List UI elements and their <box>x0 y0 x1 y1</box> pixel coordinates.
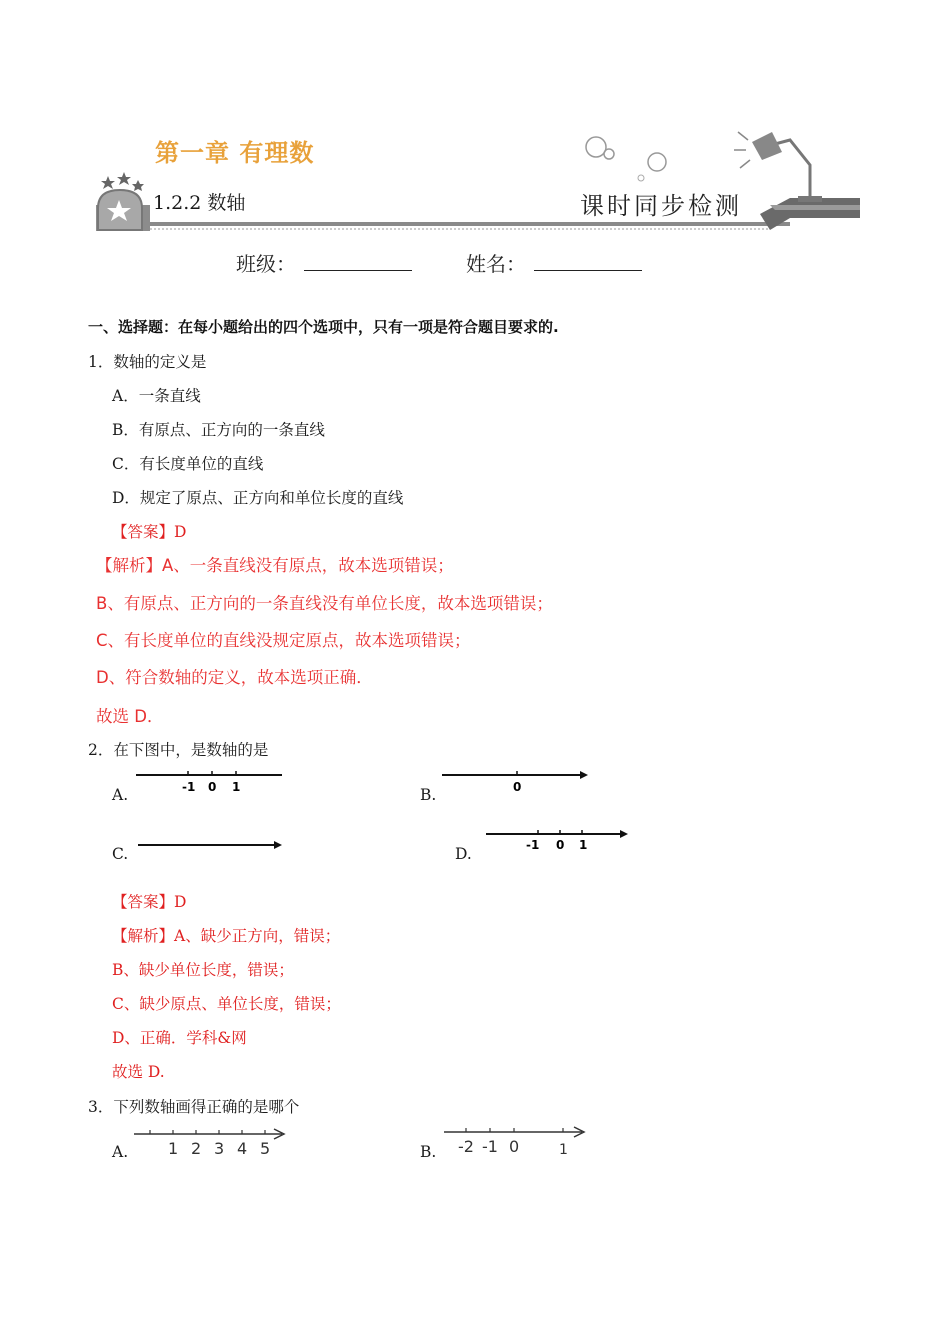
q3-stem: 3．下列数轴画得正确的是哪个 <box>88 1098 300 1116</box>
tick-label: 2 <box>191 1139 202 1158</box>
tick-label: 1 <box>232 780 241 794</box>
class-blank[interactable] <box>304 253 412 271</box>
tick-label: 3 <box>214 1139 225 1158</box>
q2-number-line-b <box>442 766 592 796</box>
tick-label: 0 <box>513 780 522 794</box>
q1-option-c: C．有长度单位的直线 <box>112 455 264 473</box>
q2-option-b-label: B. <box>420 786 437 804</box>
q2-option-c-label: C. <box>112 845 129 863</box>
q1-analysis-line: D、符合数轴的定义，故本选项正确． <box>96 668 373 687</box>
q1-option-d: D．规定了原点、正方向和单位长度的直线 <box>112 489 404 507</box>
q2-analysis-line: 故选 D. <box>112 1063 165 1081</box>
tick-label: 1 <box>559 1142 568 1158</box>
q2-analysis-line: 【解析】A、缺少正方向，错误； <box>112 927 341 945</box>
q2-answer: 【答案】D <box>112 893 187 911</box>
tick-label: 0 <box>208 780 217 794</box>
tick-label: -1 <box>526 838 540 852</box>
q1-stem: 1．数轴的定义是 <box>88 353 207 371</box>
tick-label: 1 <box>579 838 588 852</box>
class-field <box>236 248 412 277</box>
section-title: 1.2.2 数轴 <box>153 192 246 214</box>
name-field <box>466 248 642 277</box>
q2-stem: 2．在下图中，是数轴的是 <box>88 741 269 759</box>
tick-label: 0 <box>556 838 565 852</box>
bubbles-decoration <box>586 137 666 181</box>
q1-analysis-line: C、有长度单位的直线没规定原点，故本选项错误； <box>96 631 471 650</box>
tick-label: 0 <box>509 1137 520 1156</box>
q1-analysis-line: 【解析】A、一条直线没有原点，故本选项错误； <box>96 556 454 575</box>
q1-option-b: B．有原点、正方向的一条直线 <box>112 421 325 439</box>
q2-analysis-line: D、正确．学科&网 <box>112 1029 247 1047</box>
star-badge-icon <box>96 172 150 231</box>
tick-label: -1 <box>182 780 196 794</box>
name-label: 姓名： <box>466 252 526 276</box>
banner-title: 课时同步检测 <box>580 192 742 220</box>
q3-number-line-b <box>444 1122 594 1158</box>
section-heading: 一、选择题：在每小题给出的四个选项中，只有一项是符合题目要求的. <box>88 318 559 336</box>
tick-label: 5 <box>260 1139 271 1158</box>
q3-number-line-a <box>134 1124 294 1160</box>
tick-label: -2 <box>458 1137 474 1156</box>
tick-label: 4 <box>237 1139 248 1158</box>
name-blank[interactable] <box>534 253 642 271</box>
q1-analysis-line: 故选 D． <box>96 707 164 726</box>
q2-number-line-d <box>486 825 636 855</box>
q1-answer: 【答案】D <box>112 523 187 541</box>
q3-option-a-label: A. <box>112 1143 129 1161</box>
q2-option-a-label: A. <box>112 786 129 804</box>
desk-lamp-icon <box>734 132 822 202</box>
q2-option-d-label: D. <box>455 845 472 863</box>
chapter-title: 第一章 有理数 <box>155 139 315 167</box>
q2-analysis-line: B、缺少单位长度，错误； <box>112 961 294 979</box>
q2-analysis-line: C、缺少原点、单位长度，错误； <box>112 995 341 1013</box>
page-header <box>0 0 950 250</box>
q1-analysis-line: B、有原点、正方向的一条直线没有单位长度，故本选项错误； <box>96 594 553 613</box>
q1-option-a: A．一条直线 <box>112 387 201 405</box>
class-label: 班级： <box>236 252 296 276</box>
q2-number-line-c <box>138 836 288 856</box>
tick-label: 1 <box>168 1139 179 1158</box>
q3-option-b-label: B. <box>420 1143 437 1161</box>
tick-label: -1 <box>482 1137 498 1156</box>
header-decoration <box>0 0 950 250</box>
q2-number-line-a <box>136 766 286 796</box>
